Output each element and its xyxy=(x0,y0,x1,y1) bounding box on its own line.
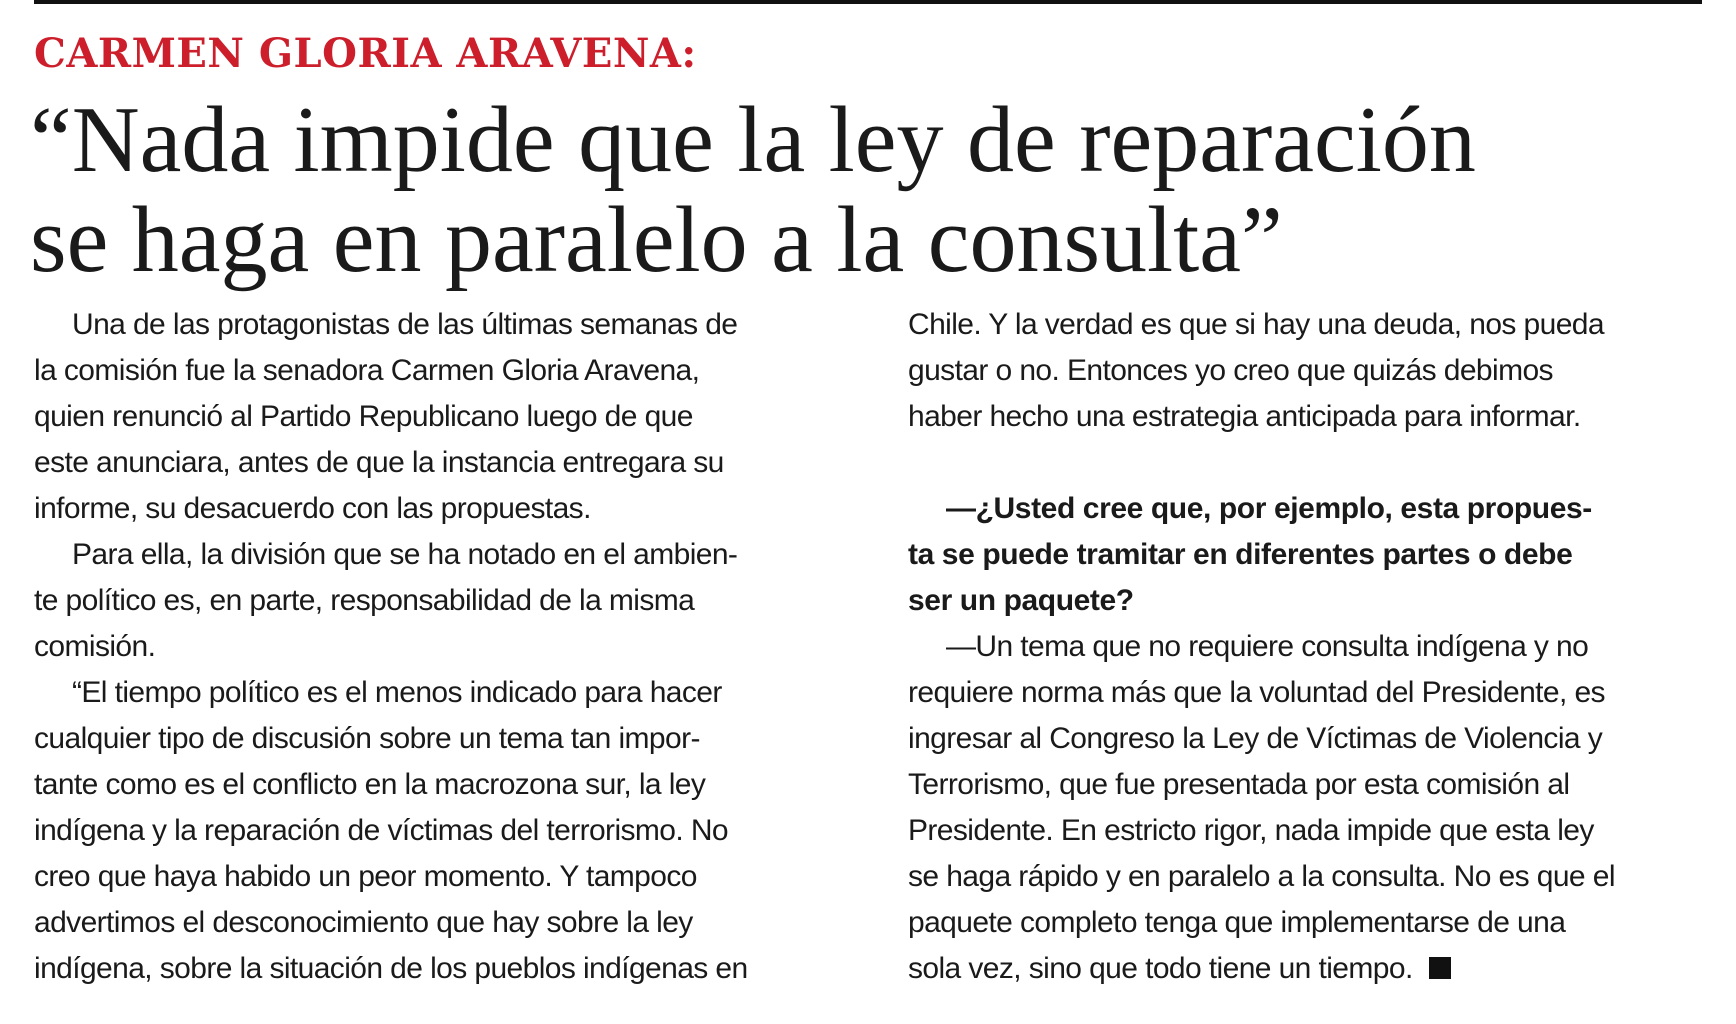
body-line: este anunciara, antes de que la instancia entregara su xyxy=(34,446,724,479)
left-column xyxy=(34,302,834,992)
article-headline xyxy=(30,90,1710,290)
headline-line: se haga en paralelo a la consulta” xyxy=(30,188,1283,292)
body-line: advertimos el desconocimiento que hay sobre la ley xyxy=(34,906,693,939)
article-kicker: CARMEN GLORIA ARAVENA: xyxy=(34,30,697,77)
body-line: te político es, en parte, responsabilidad de la misma xyxy=(34,584,695,617)
headline-line: “Nada impide que la ley de reparación xyxy=(30,88,1476,192)
body-line: informe, su desacuerdo con las propuestas. xyxy=(34,492,591,525)
interview-answer: paquete completo tenga que implementarse de una xyxy=(908,906,1566,939)
body-line: quien renunció al Partido Republicano luego de que xyxy=(34,400,693,433)
interview-answer: —Un tema que no requiere consulta indígena y no xyxy=(946,630,1589,663)
body-line: gustar o no. Entonces yo creo que quizás debimos xyxy=(908,354,1553,387)
paragraph-gap xyxy=(908,440,1708,486)
interview-answer-last xyxy=(908,946,1708,992)
top-rule xyxy=(34,0,1702,4)
body-line: Para ella, la división que se ha notado en el ambien- xyxy=(72,538,738,571)
body-line: indígena, sobre la situación de los pueblos indígenas en xyxy=(34,952,748,985)
interview-question: ta se puede tramitar en diferentes partes o debe xyxy=(908,538,1573,571)
body-line: la comisión fue la senadora Carmen Gloria Aravena, xyxy=(34,354,700,387)
body-line: comisión. xyxy=(34,630,156,663)
right-column xyxy=(908,302,1708,992)
interview-answer: requiere norma más que la voluntad del Presidente, es xyxy=(908,676,1605,709)
interview-answer: Presidente. En estricto rigor, nada impide que esta ley xyxy=(908,814,1594,847)
end-of-article-square-icon xyxy=(1429,957,1451,979)
body-line: haber hecho una estrategia anticipada para informar. xyxy=(908,400,1581,433)
body-line: tante como es el conflicto en la macrozona sur, la ley xyxy=(34,768,706,801)
body-line: indígena y la reparación de víctimas del terrorismo. No xyxy=(34,814,729,847)
interview-question: —¿Usted cree que, por ejemplo, esta propues- xyxy=(946,492,1592,525)
body-line: Una de las protagonistas de las últimas semanas de xyxy=(72,308,738,341)
body-line: cualquier tipo de discusión sobre un tema tan impor- xyxy=(34,722,700,755)
interview-answer: ingresar al Congreso la Ley de Víctimas de Violencia y xyxy=(908,722,1603,755)
interview-answer: sola vez, sino que todo tiene un tiempo. xyxy=(908,952,1413,985)
body-line: “El tiempo político es el menos indicado para hacer xyxy=(72,676,722,709)
interview-question: ser un paquete? xyxy=(908,584,1134,617)
interview-answer: Terrorismo, que fue presentada por esta comisión al xyxy=(908,768,1570,801)
body-line: Chile. Y la verdad es que si hay una deuda, nos pueda xyxy=(908,308,1604,341)
body-line: creo que haya habido un peor momento. Y tampoco xyxy=(34,860,697,893)
interview-answer: se haga rápido y en paralelo a la consulta. No es que el xyxy=(908,860,1615,893)
